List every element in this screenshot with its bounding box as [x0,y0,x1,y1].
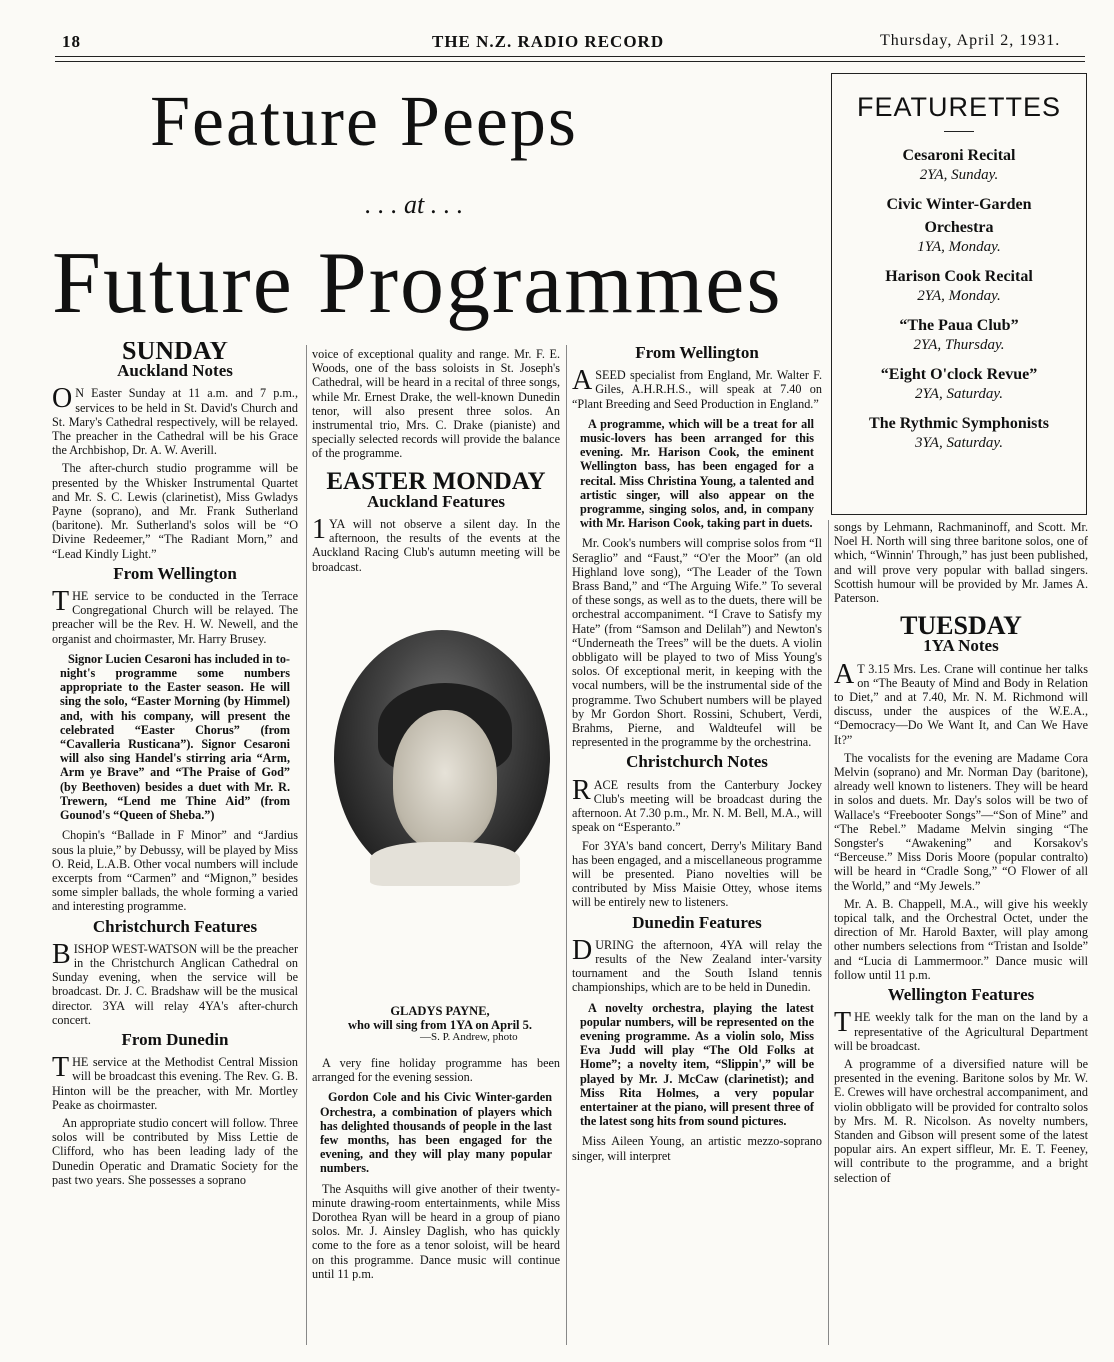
paragraph: An appropriate studio concert will follow. Three solos will be contributed by Miss Lettie de Clifford, who has been leading lady of the Dunedin Operatic and Dramatic Society for the past two years. She possesses a soprano [52,1115,298,1187]
subheading: Auckland Notes [117,361,233,381]
featurette-name: Civic Winter-Garden Orchestra [886,196,1032,236]
featurettes-title: FEATURETTES [856,92,1061,122]
featurette-station: 2YA, Monday. [917,288,1001,304]
title-line-2: Future Programmes [52,235,783,332]
subheading: Dunedin Features [632,912,762,932]
paragraph: DURING the afternoon, 4YA will relay the results of the New Zealand inter-'varsity tournament and the South Island tennis championships, which are to be held in Dunedin. [572,934,822,995]
featurette-name: “The Paua Club” [899,317,1019,334]
featurette-item [832,144,1086,184]
featurette-item [832,314,1086,354]
header-rule [55,56,1085,57]
featurettes-box [831,73,1087,515]
title-at: . . . at . . . [365,190,464,219]
publication-name: THE N.Z. RADIO RECORD [432,32,665,51]
page-number: 18 [62,32,81,51]
paragraph: THE service at the Methodist Central Mission will be broadcast this evening. The Rev. G. B. Hinton will be the preacher, with Mr. Mortley Peake as choirmaster. [52,1052,298,1112]
paragraph: THE service to be conducted in the Terrace Congregational Church will be relayed. The preacher will be the Rev. H. W. Newell, and the organist and choirmaster, Mr. Harry Brusey. [52,586,298,646]
paragraph: Chopin's “Ballade in F Minor” and “Jardius sous la pluie,” by Debussy, will be played by Miss O. Reid, L.A.B. Other vocal numbers will include excerpts from “Carmen” and “Mignon,” besides some simpler ballads, the whole forming a varied and interesting programme. [52,828,298,914]
column-rule [566,345,567,1345]
paragraph: 1YA will not observe a silent day. In the afternoon, the results of the events at the Auckland Racing Club's autumn meeting will be broadcast. [312,514,560,574]
featurette-item [832,193,1086,256]
paragraph: The after-church studio programme will be presented by the Whisker Instrumental Quartet and Mr. S. C. Lewis (clarinetist), Miss Gwladys Payne (soprano), and Mr. Frank Sutherland (baritone). Mr. Sutherland's solos will be “O Divine Redeemer,” “The Radiant Morn,” and “Lead Kindly Light.” [52,461,298,561]
featurette-name: Harison Cook Recital [885,268,1033,285]
heading-tuesday: TUESDAY [900,611,1022,641]
paragraph: Mr. A. B. Chappell, M.A., will give his weekly topical talk, and the Orchestral Octet, under the direction of Mr. Harold Baxter, will play among other numbers selections from “Tristan and Isolde” and “Lucia di Lammermoor.” Dance music will follow until 11 p.m. [834,896,1088,982]
paragraph: ON Easter Sunday at 11 a.m. and 7 p.m., services to be held in St. David's Church and St. Mary's Cathedral respectively, will be relayed. The preacher in the Cathedral will be his Grace the Archbishop, Dr. A. W. Averill. [52,383,298,458]
featurette-station: 1YA, Monday. [917,239,1001,255]
title-line-1: Feature Peeps [150,81,578,161]
column-2-top [312,347,560,578]
subheading: Wellington Features [887,985,1035,1005]
subheading: Auckland Features [366,491,506,511]
featurette-station: 3YA, Saturday. [915,435,1003,451]
paragraph: Miss Aileen Young, an artistic mezzo-soprano singer, will interpret [572,1134,822,1163]
header-rule [55,61,1085,62]
paragraph: voice of exceptional quality and range. Mr. F. E. Woods, one of the bass soloists in St. Joseph's Cathedral, will be heard in a recital of three songs, while Mr. Ernest Drake, the well-known Dunedin tenor, will also present three solos. An instrumental trio, Mrs. C. Drake (pianiste) and specially selected records will provide the balance of the programme. [312,347,560,461]
paragraph: The vocalists for the evening are Madame Cora Melvin (soprano) and Mr. Norman Day (baritone), already well known to listeners. They will be heard in solos and duets. Mr. Day's solos will be two of Wallace's “Freebooter Songs”—“Son of Mine” and “The Rebel.” Madame Melvin singing “The Songster's “Awakening” and Korsakov's “Berceuse.” Miss Doris Moore (popular contralto) will be heard in “Cradle Song,” “O Flower of all the World,” and “My Jewels.” [834,750,1088,893]
paragraph: A programme of a diversified nature will be presented in the evening. Baritone solos by Mr. W. E. Crewes will have orchestral accompaniment, and violin obbligato will be provided for contralto solos by Mrs. M. R. Nicolson. As novelty numbers, Standen and Gibson will present some of the latest popular airs. An expert siffleur, Mr. E. T. Feeney, will contribute to the programme, and a bright selection of [834,1056,1088,1185]
heading-sunday: SUNDAY [122,342,228,365]
paragraph: A very fine holiday programme has been arranged for the evening session. [312,1056,560,1085]
column-1 [52,342,298,1357]
paragraph: THE weekly talk for the man on the land by a representative of the Agricultural Department will be broadcast. [834,1007,1088,1053]
featurette-station: 2YA, Sunday. [919,167,999,183]
heading-easter-monday: EASTER MONDAY [326,467,546,495]
photo-credit: —S. P. Andrew, photo [420,1031,518,1043]
paragraph: songs by Lehmann, Rachmaninoff, and Scott. Mr. Noel H. North will sing three baritone solos, one of which, “Winnin' Through,” has just been published, and will prove very popular with ballad singers. Scottish humour will be provided by Mr. James A. Paterson. [834,520,1088,606]
featurette-item [832,363,1086,403]
paragraph: For 3YA's band concert, Derry's Military Band has been engaged, and a miscellaneous programme will be presented. Piano novelties will be contributed by Miss Maisie Ottey, whose items will be entirely new to listeners. [572,838,822,910]
caption-text: who will sing from 1YA on April 5. [347,1018,533,1032]
issue-date: Thursday, April 2, 1931. [880,32,1061,49]
column-3 [572,342,822,1357]
portrait-collar [370,842,520,886]
subheading: Christchurch Notes [626,752,768,772]
photo-caption [320,1004,560,1032]
caption-name: GLADYS PAYNE, [390,1004,490,1018]
paragraph: Mr. Cook's numbers will comprise solos from “Il Seraglio” and “Faust,” “O'er the Moor” (an old Highland love song), “The Leader of the Town Brass Band,” and “The Arguing Wife.” To several of these songs, as well as to the duets, there will be orchestral accompaniment. “I Crave to Satisfy my Hate” (from “Samson and Delilah”) and Newton's “Underneath the Trees” will be the duets. A violin obbligato will be played to two of Miss Young's solos. Of exceptional merit, in keeping with the vocal numbers, will be the instrumental side of the programme. Two Schubert numbers will be played by Mr Gordon Short. Rossini, Schubert, Verdi, Brahms, Pierne, and Waldteufel will be represented in the programme by the orchestrina. [572,536,822,750]
featurette-name: “Eight O'clock Revue” [880,366,1038,383]
subheading: From Wellington [113,563,237,583]
paragraph: RACE results from the Canterbury Jockey Club's meeting will be broadcast during the afternoon. At 7.30 p.m., Mr. N. M. Bell, M.A., will speak on “Esperanto.” [572,774,822,835]
subheading: From Dunedin [121,1029,229,1049]
paragraph: AT 3.15 Mrs. Les. Crane will continue her talks on “The Beauty of Mind and Body in Relation to Diet,” and at 7.40, Mr. N. M. Richmond will discuss, under the auspices of the W.E.A., “Democracy—Do We Want It, and Can We Have It?” [834,658,1088,747]
subheading: 1YA Notes [923,636,999,656]
featurette-item [832,265,1086,305]
column-4 [834,520,1088,1355]
paragraph: A programme, which will be a treat for all music-lovers has been arranged for this evening. Mr. Harison Cook, the eminent Wellington bass, has been engaged for a recital. Miss Christina Young, a talented and artistic singer, will also appear on the programme, singing solos, and, in company with Mr. Harison Cook, taking part in duets. [580,416,814,531]
portrait-face [393,710,497,850]
column-2-bottom [312,1056,560,1326]
paragraph: BISHOP WEST-WATSON will be the preacher in the Christchurch Anglican Cathedral on Sunday evening, when the service will be broadcast. Dr. J. C. Bradshaw will be the musical director. 3YA will relay 4YA's after-church concert. [52,938,298,1027]
featurette-name: Cesaroni Recital [902,147,1016,164]
paragraph: The Asquiths will give another of their twenty-minute drawing-room entertainments, while Miss Dorothea Ryan will be heard in a group of piano solos. Mr. J. Ainsley Daglish, who has quickly come to the fore as a tenor soloist, will be heard on this programme. Dance music will continue until 11 p.m. [312,1181,560,1281]
paragraph: A novelty orchestra, playing the latest popular numbers, will be represented on the evening programme. As a violin solo, Miss Eva Judd will play “The Old Folks at Home”; a novelty item, “Slippin',” will be played by Mr. J. McCaw (clarinetist); and Miss Rita Holmes, a very popular entertainer at the piano, will present three of the latest song hits from sound pictures. [580,1000,814,1129]
featurettes-divider [944,131,974,132]
featurette-station: 2YA, Thursday. [913,337,1005,353]
featurette-name: The Rythmic Symphonists [869,415,1049,432]
subheading: Christchurch Features [92,916,258,936]
featurette-item [832,412,1086,452]
column-rule [828,520,829,1345]
paragraph: ASEED specialist from England, Mr. Walter F. Giles, A.H.R.H.S., will speak at 7.40 on “Plant Breeding and Seed Production in England.” [572,365,822,411]
featurette-station: 2YA, Saturday. [915,386,1003,402]
paragraph: Gordon Cole and his Civic Winter-garden Orchestra, a combination of players which has delighted thousands of people in the last few months, has been engaged for the evening, and they will play many popular numbers. [320,1090,552,1176]
column-rule [306,345,307,1345]
subheading: From Wellington [635,343,759,362]
paragraph: Signor Lucien Cesaroni has included in to-night's programme some numbers appropriate to the Easter season. He will sing the solo, “Easter Morning (by Himmel) and, with his company, will present the celebrated “Easter Chorus” (from “Cavalleria Rusticana”). Signor Cesaroni will also sing Handel's stirring aria “Arm, Arm ye Brave” and “The Praise of God” (by Beethoven) besides a duet with Mr. R. Trewern, “Lend me Thine Aid” (from Gounod's “Queen of Sheba.”) [60,651,290,823]
